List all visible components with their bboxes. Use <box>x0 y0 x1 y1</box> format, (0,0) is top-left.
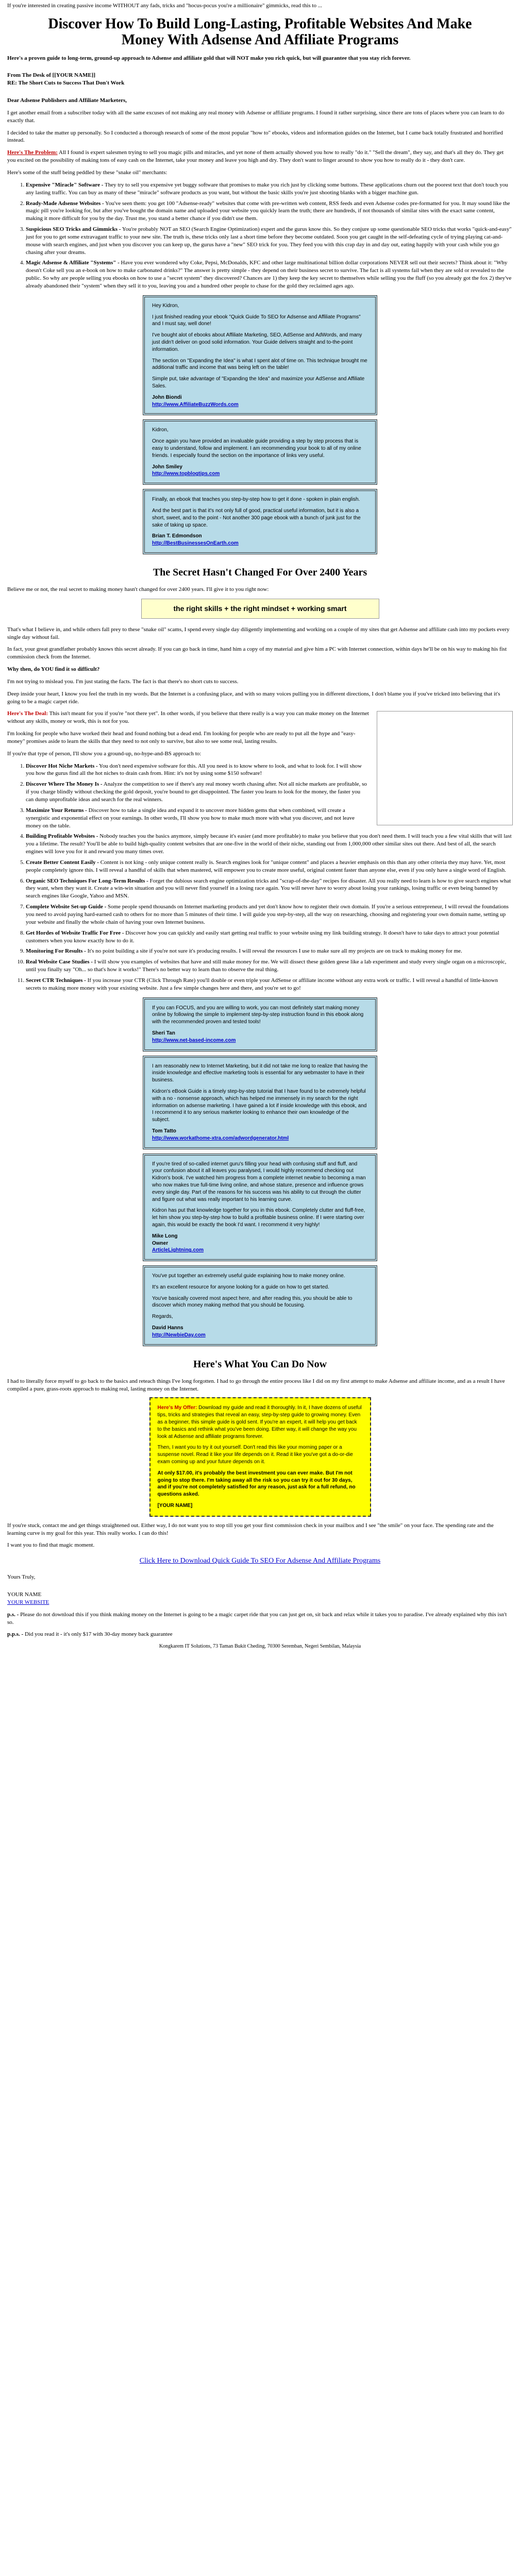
offer-p3: At only $17.00, it's probably the best investment you can ever make. But I'm not going to stop there. I'm taking away all the risk so you can try it out for 30 days, and if you're not completely satisfied for any reason, just ask for a full refund, no questions asked. <box>157 1470 356 1498</box>
list-item-title: Real Website Case Studies - <box>26 959 93 965</box>
deal-label: Here's The Deal: <box>7 710 48 717</box>
testimonial-website-link[interactable]: http://www.workathome-xtra.com/adwordgenerator.html <box>152 1135 289 1141</box>
testimonial-box <box>143 1056 377 1149</box>
testimonial-paragraph: If you can FOCUS, and you are willing to work, you can most definitely start making money online by following the simple to implement step-by-step instruction found in this ebook along with the recommended proven and tested tools! <box>152 1005 364 1025</box>
list-item-title: Ready-Made Adsense Websites - <box>26 200 104 207</box>
ps-paragraph <box>7 1611 513 1626</box>
testimonial-box <box>143 489 377 554</box>
testimonial-paragraph: Kidron has put that knowledge together for you in this ebook. Completely clutter and fluff-free, let him show you step-by-step how to build a profitable business online. If I were starting over again, this would be exactly the book I'd want. I recommend it very highly! <box>152 1208 365 1228</box>
list-item-title: Expensive "Miracle" Software - <box>26 181 104 188</box>
secret-heading: The Secret Hasn't Changed For Over 2400 Years <box>153 566 367 578</box>
testimonial-website-link[interactable]: http://BestBusinessesOnEarth.com <box>152 540 239 547</box>
list-item-text: Some people spend thousands on Internet marketing products and yet don't know how to register their own domain. If you're a serious entrepreneur, I will reveal the foundations you need to avoid paying hard-earned cash to others for no more than 5 minutes of their time. I will guide you step-by-step, all the way on researching, choosing and registering your own domain name, setting up your website and finally the whole chain of having your own Internet business. <box>26 904 509 925</box>
list-item <box>26 259 513 290</box>
problem-label: Here's The Problem: <box>7 149 58 156</box>
list-item <box>26 947 513 955</box>
list-item-text: If you increase your CTR (Click Through Rate) you'll double or even triple your AdSense or affiliate income without any extra work or traffic. I will reveal a handful of little-known secrets to making more money with your existing website. Just a few simple changes here and there, and you're set to go! <box>26 977 498 991</box>
testimonial-paragraph: I am reasonably new to Internet Marketing, but it did not take me long to realize that having the inside knowledge and effective marketing tools is essential for any webmaster to have in their business. <box>152 1063 368 1083</box>
testimonial-paragraph: Kidron's eBook Guide is a timely step-by-step tutorial that I have found to be extremely helpful with a no - nonsense approach, which has helped me immensely in my search for the right information on adsense marketing. I have gained a lot if inside knowledge with this ebook, and I recommend it to any serious marketer looking to enhance their own knowledge of the subject. <box>152 1088 367 1123</box>
list-item-text: You don't need expensive software for this. All you need is to know where to look, and what to look for. I will show you how the gurus find all the hot niches to drain cash from. Hint: it's not by using some $150 software! <box>26 762 362 777</box>
testimonial-paragraph: Regards, <box>152 1314 173 1320</box>
list-item-title: Discover Hot Niche Markets - <box>26 762 98 769</box>
list-item <box>26 958 513 974</box>
testimonial-website-link[interactable]: http://www.net-based-income.com <box>152 1037 236 1043</box>
list-item-text: I will show you examples of websites that have and still make money for me. We will dissect these golden geese like a lab experiment and study every single organ on a microscopic, until you finally say "Oh... so that's how it works!" There's no better way to learn than to observe the real thing. <box>26 959 507 973</box>
pps-label: p.p.s. - <box>7 1631 24 1638</box>
list-item-title: Discover Where The Money Is - <box>26 781 103 788</box>
not-judging: I'm not trying to mislead you. I'm just stating the facts. The fact is that there's no short cuts to success. <box>7 678 239 685</box>
testimonial-paragraph: The section on "Expanding the Idea" is what I spent alot of time on. This technique brought me additional traffic and income that was being left on the table! <box>152 358 367 371</box>
testimonials-group-2 <box>7 997 513 1346</box>
testimonial-paragraph: Once again you have provided an invaluable guide providing a step by step process that is easy to understand, follow and implement. I am recommending your book to all of my online friends. I especially found the section on the importance of links very useful. <box>152 438 361 459</box>
testimonial-box <box>143 1265 377 1346</box>
todo-heading: Here's What You Can Do Now <box>193 1358 327 1370</box>
problem-text: All I found is expert salesmen trying to sell you magic pills and miracles, and yet none of them actually showed you how to really "do it." "Sell the dream", they say, and that's all they do. They get you excited on the possibility of making tons of easy cash on the Internet, take your money and leave you high and dry. They don't want to linger around to show you how to really do it - they don't care. <box>7 149 504 164</box>
pps-text: Did you read it - it's only $17 with 30-day money back guarantee <box>24 1631 173 1638</box>
top-note: If you're interested in creating passive income WITHOUT any fads, tricks and "hocus-pocus you're a millionaire" gimmicks, read this to ... <box>7 3 322 9</box>
pps-paragraph <box>7 1631 513 1638</box>
testimonial-author: Sheri Tan <box>152 1030 175 1036</box>
testimonial-paragraph: Simple put, take advantage of "Expanding the Idea" and maximize your AdSense and Affiliate Sales. <box>152 376 365 389</box>
list-item <box>26 859 513 874</box>
testimonial-paragraph: Finally, an ebook that teaches you step-by-step how to get it done - spoken in plain english. <box>152 497 360 503</box>
list-item-title: Get Hordes of Website Traffic For Free - <box>26 929 124 936</box>
list-item-title: Secret CTR Techniques - <box>26 977 86 984</box>
want-paragraph: I want you to find that magic moment. <box>7 1542 95 1549</box>
salutation: Dear Adsense Publishers and Affiliate Marketers, <box>7 97 127 104</box>
testimonials-group-1 <box>7 295 513 554</box>
list-item-title: Suspicious SEO Tricks and Gimmicks - <box>26 226 121 233</box>
secret-paragraph: In fact, your great grandfather probably knows this secret already. If you can go back in time, hand him a copy of my material and give him a PC with Internet connection, within days he'll be on his way to making his fist commission check from the Internet. <box>7 646 507 660</box>
ps-text: Please do not download this if you think making money on the Internet is going to be a magic carpet ride that you can just get on, sit back and relax while it takes you to paradise. I've already explained why this isn't so. <box>7 1611 507 1625</box>
intro-paragraph: I get another email from a subscriber today with all the same excuses of not making any real money with Adsense or affiliate programs. I found it rather surprising, since there are tons of places where you can learn to do exactly that. <box>7 109 505 124</box>
list-item <box>26 181 513 197</box>
testimonial-author: Brian T. Edmondson <box>152 533 202 539</box>
problems-list <box>16 181 513 290</box>
testimonial-paragraph: You've basically covered most aspect here, and after reading this, you should be able to discover which money making method that you should be focusing. <box>152 1295 353 1309</box>
testimonial-box <box>143 997 377 1052</box>
list-item-text: Have you ever wondered why Coke, Pepsi, McDonalds, KFC and other large multinational billion dollar corporations NEVER sell out their secrets? Think about it: "Why doesn't Coke sell you an e-book on how to make carbonated drinks?" The answer is pretty simple - they depend on their business secret to survive. The fact is all systems fail when they are sold or revealed to the public. So why are people selling you ebooks on how to use a "secret system" they discovered? Chances are 1) they keep the key secret to themselves while selling you the fluff (so you already got the fox 2) they've already abandoned their "system" when they sell it to you, leaving you and a hundred other people to chase for the gold they reclaimed ages ago. <box>26 260 512 289</box>
why-line: Why then, do YOU find it so difficult? <box>7 666 100 673</box>
testimonial-paragraph: You've put together an extremely useful guide explaining how to make money online. <box>152 1273 345 1279</box>
testimonial-author: Tom Tatto <box>152 1128 176 1134</box>
list-item-title: Create Better Content Easily - <box>26 859 99 866</box>
testimonial-paragraph: Hey Kidron, <box>152 302 179 309</box>
list-item-text: You've seen them: you get 100 "Adsense-ready" websites that come with pre-written web content, RSS feeds and even Adsense codes pre-formatted for you. It may sound like the magic pill you're looking for, but after you've bought the domain name and uploaded your website you quickly learn the truth; there are hundreds, if not thousands of similar sites with the exact same content, making it more difficult for you by the day. Trust me, you stand a better chance if you didn't use them. <box>26 200 510 222</box>
list-item <box>26 200 513 223</box>
offer-label: Here's My Offer: <box>157 1405 197 1411</box>
secret-formula: the right skills + the right mindset + working smart <box>141 599 379 619</box>
list-item-text: Nobody teaches you the basics anymore, simply because it's easier (and more profitable) to make you believe that you don't need them. I will teach you a few vital skills that will last you a lifetime. The result? You'll be able to build high-quality content websites that are one-five in the world of their niche, standing out from 1,000,000 other similar sites out there. And best of all, the search engines will love you for it and reward you many times over. <box>26 833 512 855</box>
subheadline: Here's a proven guide to long-term, ground-up approach to Adsense and affiliate gold that will NOT make you rich quick, but will guarantee that you stay rich forever. <box>7 55 411 61</box>
testimonial-paragraph: If you're tired of so-called internet guru's filling your head with confusing stuff and fluff, and your confusion about it all leaves you paralysed, I would highly recommend checking out Kidron's book. I've watched him progress from a complete internet newbie to becoming a man who now makes true full-time living online, and whose stature, presence and influence grows every single day. Part of the reasons for his success was his ability to cut through the clutter and figure out what was really important to his learning curve. <box>152 1161 366 1202</box>
testimonial-author-title: Owner <box>152 1240 169 1246</box>
re-line: RE: The Short Cuts to Success That Don't Work <box>7 80 125 87</box>
list-item <box>26 977 513 992</box>
testimonial-website-link[interactable]: http://www.AffiliateBuzzWords.com <box>152 401 239 408</box>
secret-intro: Believe me or not, the real secret to making money hasn't changed for over 2400 years. I'll give it to you right now: <box>7 586 269 592</box>
intro-paragraph: I decided to take the matter up personally. So I conducted a thorough research of some of the most popular "how to" ebooks, videos and information guides on the Internet, but I came back totally frustrated and horrified instead. <box>7 129 503 144</box>
ps-label: p.s. - <box>7 1611 19 1618</box>
list-item-text: You're probably NOT an SEO (Search Engine Optimization) expert and the gurus know this. So they conjure up some questionable SEO tricks that works "quick-and-easy" just for you to get some extravagant traffic to your new site. The truth is, these tricks only last a short time before they become outdated. Soon you get caught in the self-defeating cycle of trying playing cat-and-mouse with search engines, and just when you discover you can keep up, the gurus have a "new" SEO trick for you. They feed you with this crap day in and day out, eating happily with your cash while you go chasing after your dreams. <box>26 226 512 256</box>
list-item-title: Maximize Your Returns - <box>26 807 87 814</box>
offer-text: Download my guide and read it thoroughly. In it, I have dozens of useful tips, tricks and strategies that reveal an easy, step-by-step guide to growing money. Even as a beginner, this simple guide is gold sent. If you're an expert, it will help you get back to the basics and rethink what you've been doing. Either way, it will change the way you look at Adsense and affiliate programs forever. <box>157 1405 362 1439</box>
offer-signature: [YOUR NAME] <box>157 1502 193 1509</box>
list-item-text: Analyze the competition to see if there's any real money worth chasing after. Not all niche markets are profitable, so if you charge blindly without checking the gold deposit, you're bound to get disappointed. The faster you learn to look for the money, the faster you can dump unprofitable ideas and search for the real winners. <box>26 781 367 803</box>
list-item <box>26 929 513 945</box>
testimonial-website-link[interactable]: ArticleLightning.com <box>152 1247 204 1253</box>
list-item-text: It's no point building a site if you're not sure it's producing results. I will reveal the resources I use to make sure all my projects are on track to making money for me. <box>87 948 462 955</box>
looking-paragraph: I'm looking for people who have worked their head and found nothing but a dead end. I'm looking for people who are ready to put all the hype and "easy-money" promises aside to learn the skills that they need to not only to survive, but also to see some real, lasting results. <box>7 731 356 744</box>
deal-text: This isn't meant for you if you're "not there yet". In other words, if you believe that there really is a way you can make money on the Internet without any skills, money or work, this is not for you. <box>7 710 369 725</box>
list-item-text: Content is not king - only unique content really is. Search engines look for "unique content" and places a heavier emphasis on this than any other criteria they may have. Yet, most people completely ignore this. I will reveal a handful of skills that when mastered, will empower you to create more useful, original content faster than anyone else, even if you only have a single word of English. <box>26 859 506 873</box>
testimonial-author: John Biondi <box>152 394 182 400</box>
testimonial-author: Mike Long <box>152 1233 178 1239</box>
testimonial-paragraph: I just finished reading your ebook "Quick Guide To SEO for Adsense and Affiliate Programs" and I must say, well done! <box>152 314 361 327</box>
problem-paragraph <box>7 149 513 164</box>
list-item-title: Organic SEO Techniques For Long-Term Results - <box>26 877 148 884</box>
list-item <box>26 833 513 856</box>
testimonial-author: David Hanns <box>152 1325 183 1331</box>
testimonial-website-link[interactable]: http://NewbieDay.com <box>152 1332 206 1338</box>
list-item-title: Magic Adsense & Affiliate "Systems" - <box>26 260 120 266</box>
signature-website-link[interactable]: YOUR WEBSITE <box>7 1599 49 1605</box>
list-intro: Here's some of the stuff being peddled by these "snake oil" merchants: <box>7 170 167 176</box>
deep-inside: Deep inside your heart, I know you feel the truth in my words. But the Internet is a confusing place, and with so many voices pulling you in different directions, I don't blame you if you've tricked into believing that it's going to be a magic carpet ride. <box>7 690 500 705</box>
list-item-title: Complete Website Set-up Guide - <box>26 904 107 910</box>
testimonial-box <box>143 1154 377 1262</box>
todo-paragraph: I had to literally force myself to go back to the basics and reteach things I've long forgotten. I had to go through the entire process like I did on my first attempt to make Adsense and affiliate income, and as a result I have compiled a pure, grass-roots approach to making real, lasting money on the Internet. <box>7 1378 505 1392</box>
signature-name: YOUR NAME <box>7 1591 42 1598</box>
testimonial-author: John Smiley <box>152 464 182 470</box>
testimonial-website-link[interactable]: http://www.topblogtips.com <box>152 471 220 477</box>
testimonial-paragraph: It's an excellent resource for anyone looking for a guide on how to get started. <box>152 1284 329 1290</box>
testimonial-paragraph: Kidron, <box>152 427 169 433</box>
from-line: From The Desk of [[YOUR NAME]] <box>7 72 95 79</box>
yours-truly: Yours Truly, <box>7 1574 36 1581</box>
product-image-frame <box>377 711 513 825</box>
testimonial-box <box>143 419 377 485</box>
list-item-text: Forget the dubious search engine optimization tricks and "scrap-of-the-day" recipes for disaster. All you really need to learn is how to give search engines what they want, when they want it. Create a win-win situation and you will never find yourself in a losing race again. You will never have to worry about losing your rankings, losing traffic or even being banned by search engines like Google, Yahoo and MSN. <box>26 877 511 900</box>
testimonial-paragraph: And the best part is that it's not only full of good, practical useful information, but it is also a short, sweet, and to the point - Not another 300 page ebook with a bunch of junk just for the sake of taking up space. <box>152 507 361 528</box>
list-item-title: Building Profitable Websites - <box>26 833 98 840</box>
page-headline: Discover How To Build Long-Lasting, Profitable Websites And Make Money With Adsense And Affiliate Programs <box>48 15 472 48</box>
list-item-text: Discover how you can quickly and easily start getting real traffic to your website using my link building strategy. It doesn't have to take days to attract your potential customers when you know exactly how to do it. <box>26 929 499 944</box>
list-item <box>26 877 513 901</box>
if-type: If you're that type of person, I'll show you a ground-up, no-hype-and-BS approach to: <box>7 750 202 757</box>
download-link[interactable]: Click Here to Download Quick Guide To SEO For Adsense And Affiliate Programs <box>139 1557 381 1565</box>
list-item-text: Discover how to take a single idea and expand it to uncover more hidden gems that when combined, will create a synergistic and exponential effect on your earnings. In other words, I'll show you how to make much more with what you discover, and not leave money on the table. <box>26 807 355 829</box>
offer-p2: Then, I want you to try it out yourself. Don't read this like your morning paper or a suspense novel. Read it like your life depends on it. Read it like you've got a do-or-die exam coming up and your future depends on it. <box>157 1445 353 1465</box>
stuck-paragraph: If you're stuck, contact me and get things straightened out. Either way, I do not want you to stop till you get your first commission check in your mailbox and I see "the smile" on your face. The spending rate and the learning curve is my goal for this year. This really works. I can do this! <box>7 1522 494 1536</box>
list-item-text: They try to sell you expensive yet buggy software that promises to make you rich just by clicking some buttons. These applications churn out the poorest text that don't touch you any lasting traffic. You can buy as many of these "miracle" software products as you want, but without the basic skills you're just shooting blanks with a bigger machine gun. <box>26 181 508 196</box>
testimonial-paragraph: I've bought alot of ebooks about Affiliate Marketing, SEO, AdSense and AdWords, and many just didn't deliver on good solid information. Your Guide delivers straight and to-the-point information. <box>152 332 362 352</box>
list-item <box>26 903 513 926</box>
list-item <box>26 226 513 256</box>
company-address: Kongkarem IT Solutions, 73 Taman Bukit Cheding, 70300 Seremban, Negeri Sembilan, Malaysia <box>159 1643 361 1650</box>
offer-box <box>149 1397 371 1516</box>
secret-paragraph: That's what I believe in, and while others fall prey to these "snake oil" scams, I spend every single day diligently implementing and working on a couple of my sites that get Adsense and affiliate cash into my pockets every single day without fail. <box>7 626 510 640</box>
testimonial-box <box>143 295 377 416</box>
offer-p1 <box>158 1404 363 1440</box>
list-item-title: Monitoring For Results - <box>26 948 86 955</box>
